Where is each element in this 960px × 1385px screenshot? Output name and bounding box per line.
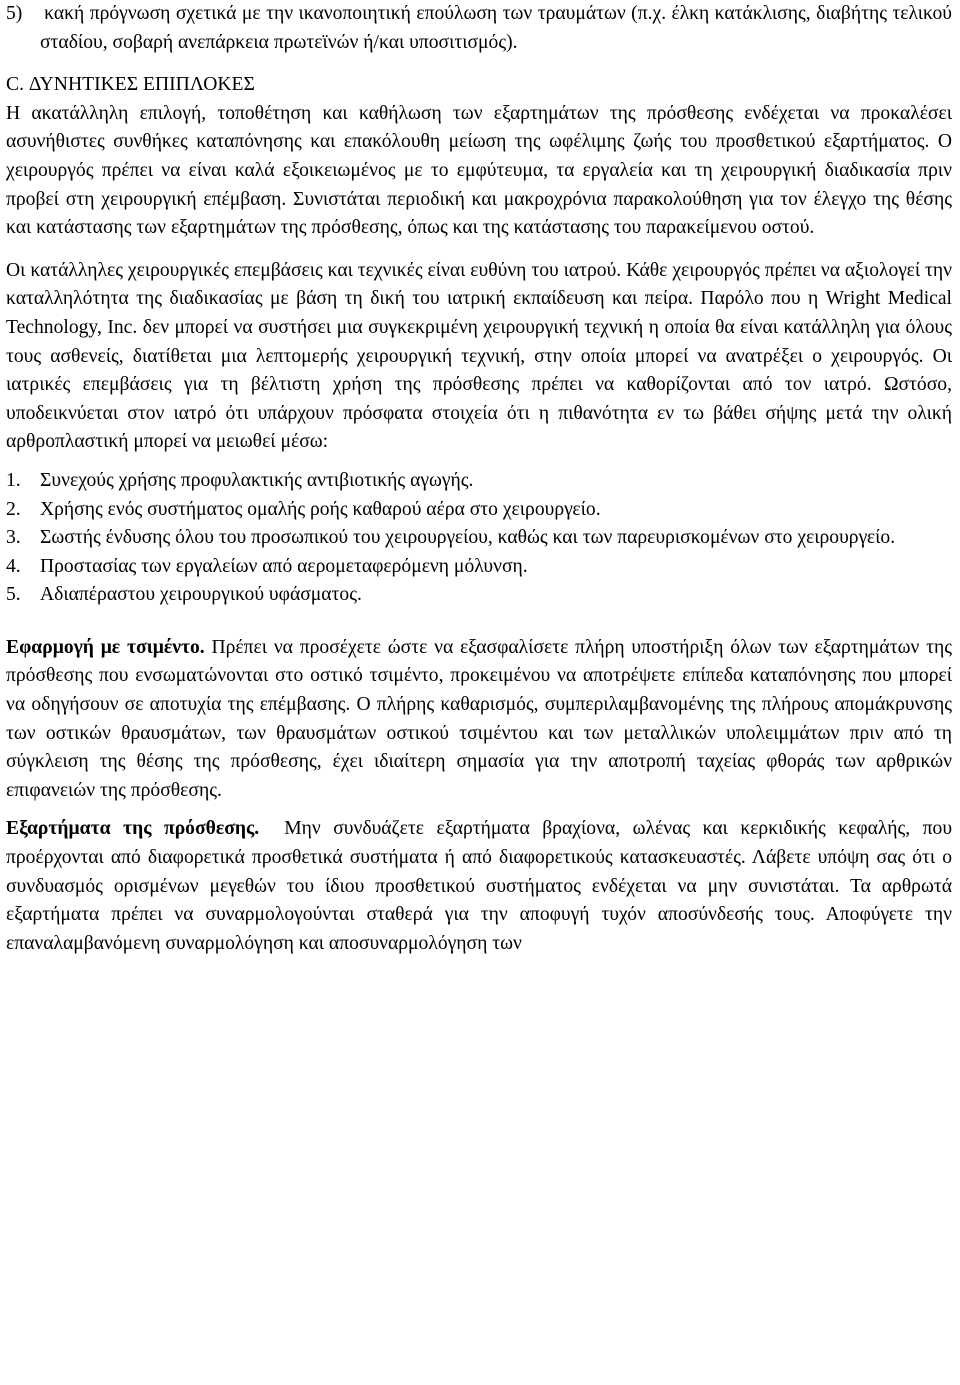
complications-paragraph: Η ακατάλληλη επιλογή, τοποθέτηση και καθήλωση των εξαρτημάτων της πρόσθεσης ενδέχεται να προκαλέσει ασυνήθιστες συνθήκες καταπόνησης και επακόλουθη μείωση της ωφέλιμης ζωής του προσθετικού εξαρτήματος. Ο χειρουργός πρέπει να είναι καλά εξοικειωμένος με το εμφύτευμα, τα εργαλεία και τη χειρουργική διαδικασία πριν προβεί στη χειρουργική επέμβαση. Συνιστάται περιοδική και μακροχρόνια παρακολούθηση για τον έλεγχο της θέσης και κατάστασης των εξαρτημάτων της πρόσθεσης, όπως και της κατάστασης του παρακείμενου οστού.: [6, 102, 952, 239]
list-item: [6, 496, 952, 525]
list-item: [6, 467, 952, 496]
item-number: 5): [6, 3, 23, 24]
item-text: κακή πρόγνωση σχετικά με την ικανοποιητική επούλωση των τραυμάτων (π.χ. έλκη κατάκλισης, διαβήτης τελικού σταδίου, σοβαρή ανεπάρκεια πρωτεϊνών ή/και υποσιτισμός).: [40, 3, 952, 53]
list-item-5: [6, 0, 952, 57]
cement-text: Πρέπει να προσέχετε ώστε να εξασφαλίσετε πλήρη υποστήριξη όλων των εξαρτημάτων της πρόσθεσης που ενσωματώνονται στο οστικό τσιμέντο, προκειμένου να αποτρέψετε επίπεδα καταπόνησης που μπορεί να οδηγήσουν σε αποτυχία της επέμβασης. Ο πλήρης καθαρισμός, συμπεριλαμβανομένης της πλήρους απομάκρυνσης των οστικών θραυσμάτων, των θραυσμάτων οστικού τσιμέντου και των μεταλλικών υπολειμμάτων πριν από τη σύγκλειση της θέσης της πρόσθεσης, έχει ιδιαίτερη σημασία για την αποτροπή ταχείας φθοράς των αρθρικών επιφανειών της πρόσθεσης.: [6, 636, 952, 801]
cement-label: Εφαρμογή με τσιμέντο.: [6, 636, 205, 658]
list-item: [6, 581, 952, 610]
list-text: Χρήσης ενός συστήματος ομαλής ροής καθαρού αέρα στο χειρουργείο.: [40, 498, 601, 520]
list-text: Συνεχούς χρήσης προφυλακτικής αντιβιοτικής αγωγής.: [40, 469, 474, 491]
list-number: 4.: [6, 555, 21, 577]
list-item: [6, 553, 952, 582]
components-text: Μην συνδυάζετε εξαρτήματα βραχίονα, ωλένας και κερκιδικής κεφαλής, που προέρχονται από διαφορετικά προσθετικά συστήματα ή από διαφορετικούς κατασκευαστές. Λάβετε υπόψη σας ότι ο συνδυασμός ορισμένων μεγεθών του ίδιου προσθετικού συστήματος ενδέχεται να μην συνιστάται. Τα αρθρωτά εξαρτήματα πρέπει να συναρμολογούνται σταθερά για την αποφυγή τυχόν αποσύνδεσής τους. Αποφύγετε την επαναλαμβανόμενη συναρμολόγηση και αποσυναρμολόγηση των: [6, 818, 953, 954]
list-text: Σωστής ένδυσης όλου του προσωπικού του χειρουργείου, καθώς και των παρευρισκομένων στο χειρουργείο.: [40, 527, 896, 549]
infection-prevention-list: [6, 467, 952, 610]
prosthesis-components-paragraph: [6, 815, 952, 958]
list-number: 5.: [6, 584, 21, 606]
section-heading: C. ΔΥΝΗΤΙΚΕΣ ΕΠΙΠΛΟΚΕΣ: [6, 74, 255, 96]
surgical-procedures-paragraph: Οι κατάλληλες χειρουργικές επεμβάσεις και τεχνικές είναι ευθύνη του ιατρού. Κάθε χειρουργός πρέπει να αξιολογεί την καταλληλότητα της διαδικασίας με βάση τη δική του ιατρική εκπαίδευση και πείρα. Παρόλο που η Wright Medical Technology, Inc. δεν μπορεί να συστήσει μια συγκεκριμένη χειρουργική τεχνική η οποία θα είναι κατάλληλη για όλους τους ασθενείς, διατίθεται μια λεπτομερής χειρουργική τεχνική, στην οποία μπορεί να ανατρέξει ο χειρουργός. Οι ιατρικές επεμβάσεις για τη βέλτιστη χρήση της πρόσθεσης πρέπει να καθορίζονται από τον ιατρό. Ωστόσο, υποδεικνύεται στον ιατρό ότι υπάρχουν πρόσφατα στοιχεία ότι η πιθανότητα εν τω βάθει σήψης μετά την ολική αρθροπλαστική μπορεί να μειωθεί μέσω:: [6, 259, 952, 453]
list-number: 1.: [6, 469, 21, 491]
list-number: 3.: [6, 527, 21, 549]
list-item: [6, 524, 952, 553]
list-text: Αδιαπέραστου χειρουργικού υφάσματος.: [40, 584, 362, 606]
list-number: 2.: [6, 498, 21, 520]
document-page: [6, 0, 952, 958]
components-label: Εξαρτήματα της πρόσθεσης.: [6, 818, 260, 840]
list-text: Προστασίας των εργαλείων από αερομεταφερόμενη μόλυνση.: [40, 555, 528, 577]
cement-application-paragraph: [6, 634, 952, 806]
